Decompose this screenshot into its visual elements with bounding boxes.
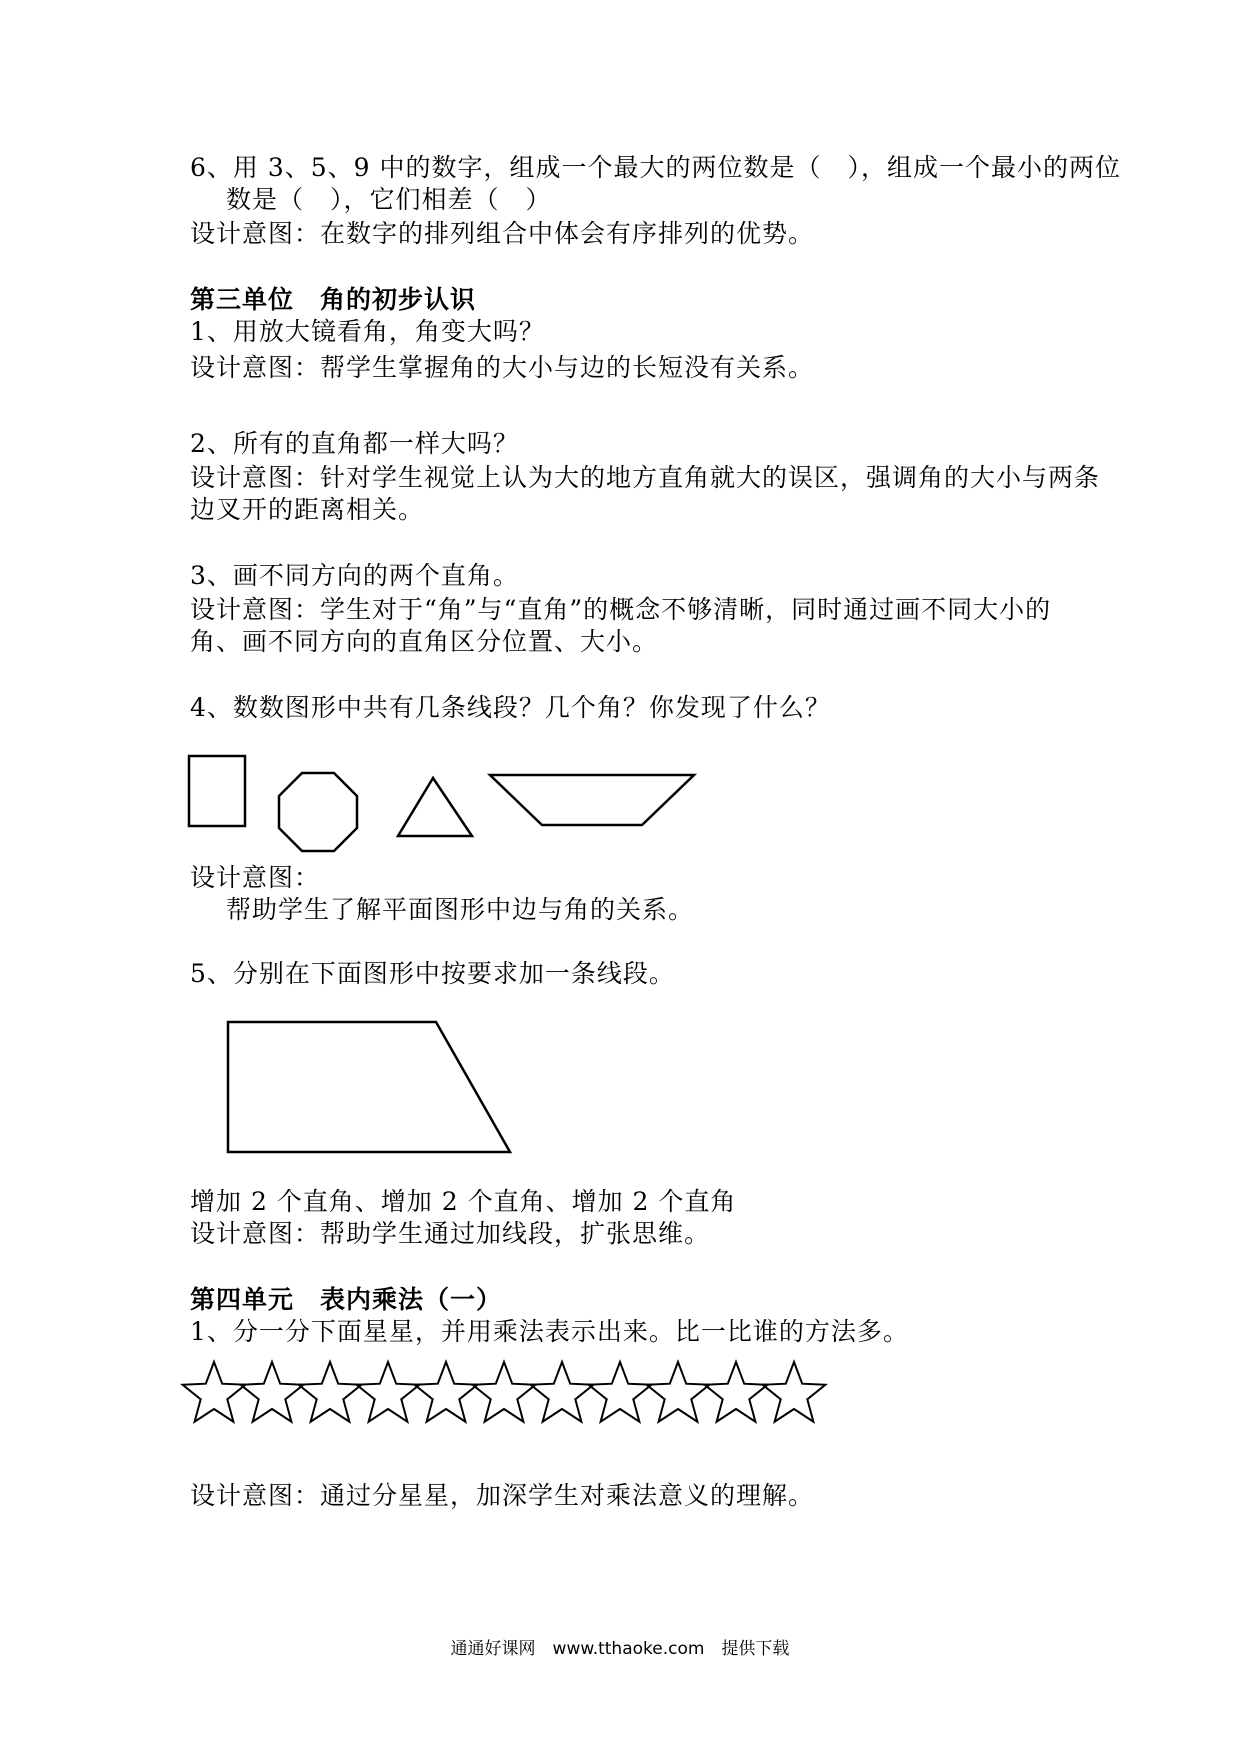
star-shape — [299, 1362, 362, 1422]
star-shape — [705, 1362, 768, 1422]
star-shape — [241, 1362, 304, 1422]
star-shape — [415, 1362, 478, 1422]
star-shape — [763, 1362, 826, 1422]
unit4-q1-intent: 设计意图：通过分星星，加深学生对乘法意义的理解。 — [190, 1481, 815, 1510]
unit3-q1-intent: 设计意图：帮学生掌握角的大小与边的长短没有关系。 — [190, 353, 815, 382]
unit3-q5-requirement: 增加 2 个直角、增加 2 个直角、增加 2 个直角 — [190, 1187, 737, 1216]
star-shape — [531, 1362, 594, 1422]
unit3-q4: 4、数数图形中共有几条线段？几个角？你发现了什么？ — [190, 693, 831, 722]
star-shape — [647, 1362, 710, 1422]
unit3-q3-intent-1: 设计意图：学生对于“角”与“直角”的概念不够清晰，同时通过画不同大小的 — [190, 595, 1052, 624]
unit4-q1: 1、分一分下面星星，并用乘法表示出来。比一比谁的方法多。 — [190, 1317, 909, 1346]
unit3-q4-intent-label: 设计意图： — [190, 863, 321, 892]
trapezoid-shape — [490, 775, 694, 825]
unit3-q2: 2、所有的直角都一样大吗？ — [190, 429, 519, 458]
unit3-q3-intent-2: 角、画不同方向的直角区分位置、大小。 — [190, 627, 659, 656]
unit3-title: 第三单位 角的初步认识 — [190, 285, 477, 314]
triangle-shape — [398, 778, 472, 836]
star-shape — [357, 1362, 420, 1422]
stars-row — [183, 1362, 826, 1422]
right-trapezoid-shape — [228, 1022, 510, 1152]
unit3-q5-intent: 设计意图：帮助学生通过加线段，扩张思维。 — [190, 1219, 711, 1248]
unit3-q2-intent-2: 边叉开的距离相关。 — [190, 495, 425, 524]
star-shape — [589, 1362, 652, 1422]
star-shape — [183, 1362, 246, 1422]
page-footer: 通通好课网 www.tthaoke.com 提供下载 — [450, 1639, 790, 1659]
q6-intent: 设计意图：在数字的排列组合中体会有序排列的优势。 — [190, 219, 815, 248]
unit3-q4-intent-text: 帮助学生了解平面图形中边与角的关系。 — [226, 895, 695, 924]
unit3-q2-intent-1: 设计意图：针对学生视觉上认为大的地方直角就大的误区，强调角的大小与两条 — [190, 463, 1101, 492]
star-shape — [473, 1362, 536, 1422]
unit4-title: 第四单元 表内乘法（一） — [190, 1285, 503, 1314]
q6-line2: 数是（ ），它们相差（ ） — [226, 185, 552, 214]
rectangle-shape — [189, 756, 245, 826]
unit3-q1: 1、用放大镜看角，角变大吗？ — [190, 317, 545, 346]
octagon-shape — [279, 773, 357, 851]
unit3-q3: 3、画不同方向的两个直角。 — [190, 561, 519, 590]
unit3-q5: 5、分别在下面图形中按要求加一条线段。 — [190, 959, 675, 988]
q6-line1: 6、用 3、5、9 中的数字，组成一个最大的两位数是（ ），组成一个最小的两位 — [190, 153, 1122, 182]
